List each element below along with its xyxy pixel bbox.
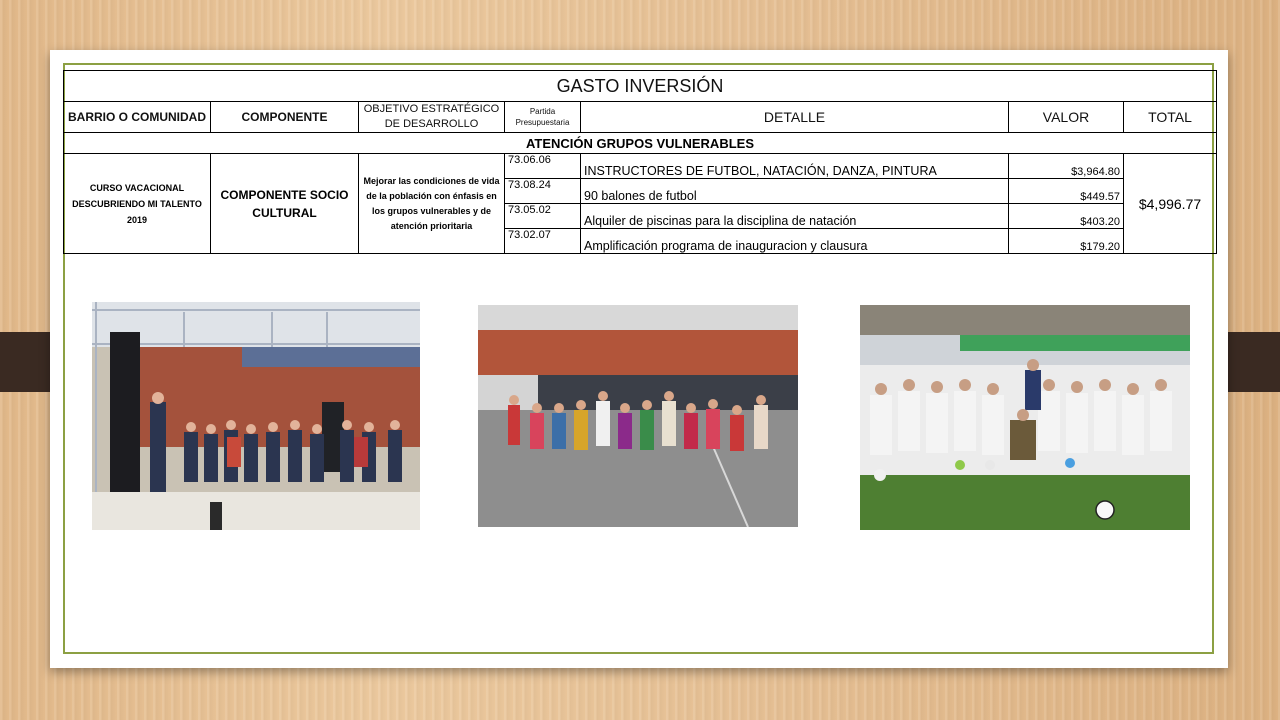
objetivo-cell: Mejorar las condiciones de vida de la población con énfasis en los grupos vulnerables y de atención prioritaria (359, 154, 505, 254)
partida-cell: 73.05.02 (505, 204, 581, 229)
valor-cell: $403.20 (1009, 204, 1124, 229)
header-objetivo: OBJETIVO ESTRATÉGICO DE DESARROLLO (359, 102, 505, 133)
header-componente: COMPONENTE (211, 102, 359, 133)
table-title: GASTO INVERSIÓN (64, 71, 1217, 102)
componente-cell: COMPONENTE SOCIO CULTURAL (211, 154, 359, 254)
table-row (64, 154, 1217, 179)
valor-cell: $449.57 (1009, 179, 1124, 204)
detalle-cell: Alquiler de piscinas para la disciplina de natación (581, 204, 1009, 229)
detalle-cell: INSTRUCTORES DE FUTBOL, NATACIÓN, DANZA, PINTURA (581, 154, 1009, 179)
detalle-cell: 90 balones de futbol (581, 179, 1009, 204)
header-total: TOTAL (1124, 102, 1217, 133)
header-valor: VALOR (1009, 102, 1124, 133)
section-title: ATENCIÓN GRUPOS VULNERABLES (64, 133, 1217, 154)
photo-football-group (860, 305, 1190, 530)
total-cell: $4,996.77 (1124, 154, 1217, 254)
partida-cell: 73.06.06 (505, 154, 581, 179)
photo-inauguration-stage (92, 302, 420, 530)
header-detalle: DETALLE (581, 102, 1009, 133)
header-barrio: BARRIO O COMUNIDAD (64, 102, 211, 133)
valor-cell: $179.20 (1009, 229, 1124, 254)
detalle-cell: Amplificación programa de inauguracion y clausura (581, 229, 1009, 254)
partida-cell: 73.08.24 (505, 179, 581, 204)
partida-cell: 73.02.07 (505, 229, 581, 254)
slide-card (50, 50, 1228, 668)
valor-cell: $3,964.80 (1009, 154, 1124, 179)
photo-dance-group (478, 305, 798, 527)
investment-table (63, 70, 1217, 254)
barrio-cell: CURSO VACACIONAL DESCUBRIENDO MI TALENTO 2019 (64, 154, 211, 254)
header-partida: Partida Presupuestaria (505, 102, 581, 133)
